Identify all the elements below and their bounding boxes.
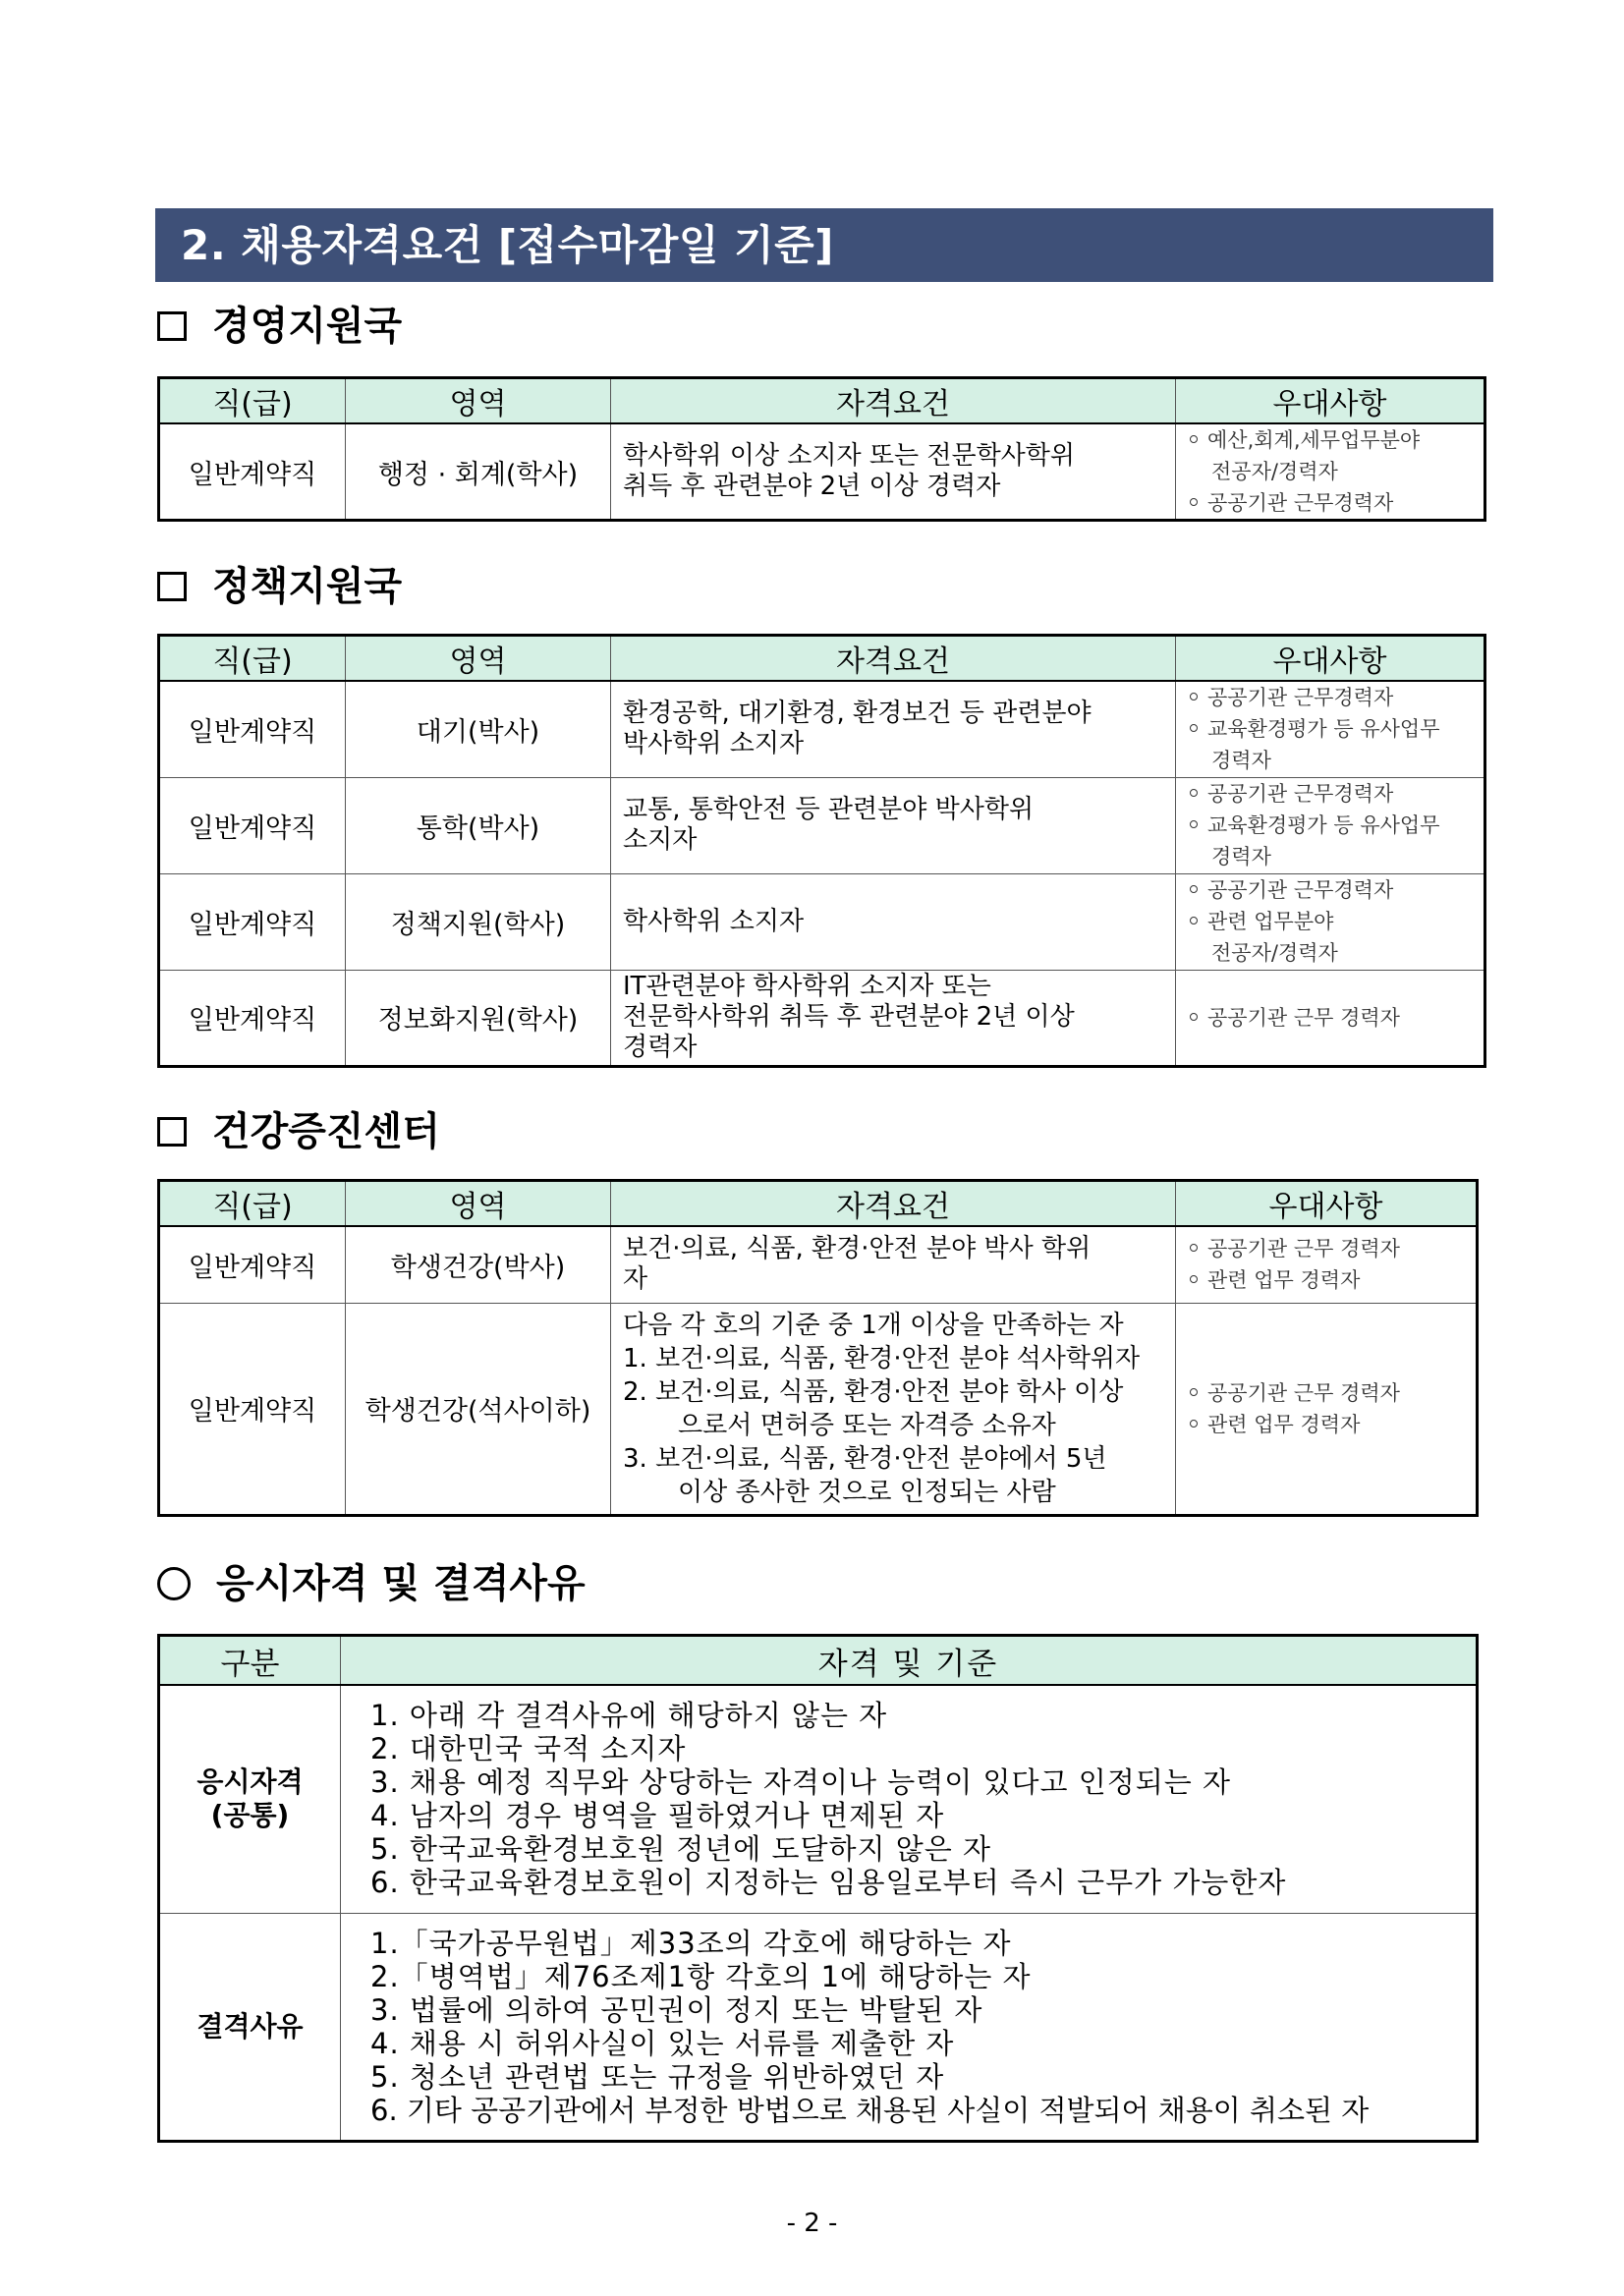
req-line: 학사학위 소지자 — [623, 906, 805, 936]
preference-cell — [1176, 873, 1485, 970]
pref-item: 교육환경평가 등 유사업무 — [1207, 813, 1440, 837]
pref-item: 공공기관 근무 경력자 — [1207, 1237, 1400, 1261]
criteria-item: 5. 청소년 관련법 또는 규정을 위반하였던 자 — [370, 2059, 945, 2094]
req-intro: 다음 각 호의 기준 중 1개 이상을 만족하는 자 — [623, 1310, 1124, 1340]
policy-table — [157, 634, 1486, 1068]
grade-cell: 일반계약직 — [159, 777, 346, 873]
header-requirement: 자격요건 — [611, 1181, 1176, 1227]
bullet-icon — [1190, 1275, 1198, 1283]
pref-item: 공공기관 근무경력자 — [1207, 782, 1394, 806]
pref-item: 예산,회계,세무업무분야 — [1207, 428, 1421, 452]
pref-item: 경력자 — [1211, 749, 1271, 773]
section-heading-policy — [157, 557, 402, 616]
bullet-icon — [1190, 724, 1198, 732]
pref-item: 교육환경평가 등 유사업무 — [1207, 717, 1440, 742]
criteria-item: 3. 법률에 의하여 공민권이 정지 또는 박탈된 자 — [370, 1992, 983, 2027]
area-cell: 정책지원(학사) — [346, 873, 611, 970]
req-line: 환경공학, 대기환경, 환경보건 등 관련분야 — [623, 699, 1092, 729]
area-cell: 행정 · 회계(학사) — [346, 423, 611, 521]
category-cell — [159, 1913, 341, 2141]
bullet-icon — [1190, 885, 1198, 893]
header-grade: 직(급) — [159, 378, 346, 424]
bullet-icon — [1190, 789, 1198, 797]
grade-cell: 일반계약직 — [159, 873, 346, 970]
requirement-cell — [611, 423, 1176, 521]
criteria-item: 1. 아래 각 결격사유에 해당하지 않는 자 — [370, 1699, 888, 1733]
requirement-cell — [611, 777, 1176, 873]
table-header-row — [159, 378, 1485, 424]
header-preference: 우대사항 — [1176, 378, 1485, 424]
table-row — [159, 1913, 1478, 2141]
criteria-item: 3. 채용 예정 직무와 상당하는 자격이나 능력이 있다고 인정되는 자 — [370, 1765, 1231, 1800]
criteria-item: 2.「병역법」제76조제1항 각호의 1에 해당하는 자 — [370, 1959, 1032, 1993]
header-grade: 직(급) — [159, 1181, 346, 1227]
bullet-icon — [1190, 820, 1198, 828]
preference-cell — [1176, 681, 1485, 777]
bullet-icon — [1190, 1013, 1198, 1021]
header-grade: 직(급) — [159, 636, 346, 682]
requirement-cell — [611, 681, 1176, 777]
table-row — [159, 1685, 1478, 1913]
bullet-icon — [1190, 917, 1198, 924]
header-area: 영역 — [346, 378, 611, 424]
criteria-item: 4. 남자의 경우 병역을 필하였거나 면제된 자 — [370, 1799, 945, 1833]
header-requirement: 자격요건 — [611, 636, 1176, 682]
requirement-cell — [611, 1226, 1176, 1303]
header-category: 구분 — [159, 1636, 341, 1686]
management-table — [157, 376, 1486, 522]
area-cell: 통학(박사) — [346, 777, 611, 873]
header-preference: 우대사항 — [1176, 1181, 1478, 1227]
requirement-list — [623, 1342, 1163, 1509]
table-row — [159, 1226, 1478, 1303]
section-heading-eligibility — [157, 1554, 586, 1613]
preference-cell — [1176, 423, 1485, 521]
health-table — [157, 1179, 1479, 1517]
table-header-row — [159, 1181, 1478, 1227]
table-row — [159, 970, 1485, 1066]
section-title: 경영지원국 — [212, 303, 403, 349]
grade-cell: 일반계약직 — [159, 970, 346, 1066]
criteria-item: 2. 대한민국 국적 소지자 — [370, 1732, 687, 1766]
bullet-icon — [1190, 693, 1198, 700]
req-line: 취득 후 관련분야 2년 이상 경력자 — [623, 472, 1001, 501]
preference-cell — [1176, 1303, 1478, 1515]
req-line: 학사학위 이상 소지자 또는 전문학사학위 — [623, 441, 1076, 471]
section-heading-health — [157, 1102, 440, 1161]
header-area: 영역 — [346, 636, 611, 682]
table-row — [159, 777, 1485, 873]
req-line: 보건·의료, 식품, 환경·안전 분야 박사 학위 — [623, 1234, 1092, 1264]
page-number: - 2 - — [786, 2209, 838, 2238]
table-row — [159, 873, 1485, 970]
req-line: 자 — [623, 1264, 648, 1295]
pref-item: 전공자/경력자 — [1211, 941, 1338, 965]
bullet-icon — [1190, 435, 1198, 443]
checkbox-square-icon — [157, 1117, 187, 1147]
page-title: 2. 채용자격요건 [접수마감일 기준] — [155, 208, 1493, 282]
pref-item: 공공기관 근무 경력자 — [1207, 1005, 1400, 1030]
header-area: 영역 — [346, 1181, 611, 1227]
req-line: 경력자 — [623, 1033, 698, 1062]
category-label: (공통) — [210, 1799, 290, 1832]
criteria-cell — [341, 1685, 1478, 1913]
table-header-row — [159, 636, 1485, 682]
pref-item: 공공기관 근무 경력자 — [1207, 1380, 1400, 1405]
area-cell: 대기(박사) — [346, 681, 611, 777]
grade-cell: 일반계약직 — [159, 1226, 346, 1303]
preference-cell — [1176, 1226, 1478, 1303]
area-cell: 학생건강(석사이하) — [346, 1303, 611, 1515]
section-title: 정책지원국 — [212, 563, 403, 609]
table-row — [159, 1303, 1478, 1515]
eligibility-table — [157, 1634, 1479, 2143]
bullet-icon — [1190, 1388, 1198, 1396]
requirement-cell — [611, 1303, 1176, 1515]
section-title: 건강증진센터 — [212, 1108, 440, 1154]
list-item: 2. 보건·의료, 식품, 환경·안전 분야 학사 이상 으로서 면허증 또는 자격증 소유자 — [623, 1376, 1124, 1440]
req-line: 박사학위 소지자 — [623, 729, 805, 759]
circle-bullet-icon — [157, 1567, 191, 1600]
pref-item: 공공기관 근무경력자 — [1207, 491, 1394, 515]
area-cell: 학생건강(박사) — [346, 1226, 611, 1303]
table-header-row — [159, 1636, 1478, 1686]
table-row — [159, 423, 1485, 521]
header-requirement: 자격요건 — [611, 378, 1176, 424]
criteria-item: 6. 기타 공공기관에서 부정한 방법으로 채용된 사실이 적발되어 채용이 취소된 자 — [370, 2093, 1370, 2127]
requirement-cell — [611, 873, 1176, 970]
area-cell: 정보화지원(학사) — [346, 970, 611, 1066]
criteria-item: 6. 한국교육환경보호원이 지정하는 임용일로부터 즉시 근무가 가능한자 — [370, 1866, 1287, 1900]
grade-cell: 일반계약직 — [159, 423, 346, 521]
pref-item: 관련 업무분야 — [1207, 910, 1334, 933]
header-preference: 우대사항 — [1176, 636, 1485, 682]
preference-cell — [1176, 777, 1485, 873]
preference-cell — [1176, 970, 1485, 1066]
checkbox-square-icon — [157, 311, 187, 341]
pref-item: 관련 업무 경력자 — [1207, 1268, 1361, 1293]
category-label: 결격사유 — [196, 2009, 304, 2043]
category-cell — [159, 1685, 341, 1913]
section-title: 응시자격 및 결격사유 — [216, 1560, 586, 1606]
req-line: IT관련분야 학사학위 소지자 또는 — [623, 972, 991, 1001]
criteria-item: 4. 채용 시 허위사실이 있는 서류를 제출한 자 — [370, 2026, 955, 2060]
section-heading-management — [157, 297, 402, 356]
pref-item: 경력자 — [1211, 845, 1271, 868]
category-label: 응시자격 — [196, 1765, 304, 1799]
criteria-cell — [341, 1913, 1478, 2141]
bullet-icon — [1190, 498, 1198, 506]
req-line: 전문학사학위 취득 후 관련분야 2년 이상 — [623, 1002, 1075, 1032]
req-line: 교통, 통학안전 등 관련분야 박사학위 — [623, 795, 1035, 824]
criteria-item: 5. 한국교육환경보호원 정년에 도달하지 않은 자 — [370, 1832, 992, 1867]
bullet-icon — [1190, 1420, 1198, 1428]
grade-cell: 일반계약직 — [159, 1303, 346, 1515]
table-row — [159, 681, 1485, 777]
requirement-cell — [611, 970, 1176, 1066]
pref-item: 공공기관 근무경력자 — [1207, 878, 1394, 902]
grade-cell: 일반계약직 — [159, 681, 346, 777]
pref-item: 공공기관 근무경력자 — [1207, 686, 1394, 710]
bullet-icon — [1190, 1244, 1198, 1252]
list-item: 1. 보건·의료, 식품, 환경·안전 분야 석사학위자 — [623, 1343, 1141, 1373]
pref-item: 관련 업무 경력자 — [1207, 1412, 1361, 1436]
checkbox-square-icon — [157, 572, 187, 601]
criteria-item: 1.「국가공무원법」제33조의 각호에 해당하는 자 — [370, 1926, 1012, 1960]
list-item: 3. 보건·의료, 식품, 환경·안전 분야에서 5년 이상 종사한 것으로 인정되는 사람 — [623, 1443, 1107, 1507]
pref-item: 전공자/경력자 — [1211, 460, 1338, 483]
header-criteria: 자격 및 기준 — [341, 1636, 1478, 1686]
req-line: 소지자 — [623, 825, 698, 855]
